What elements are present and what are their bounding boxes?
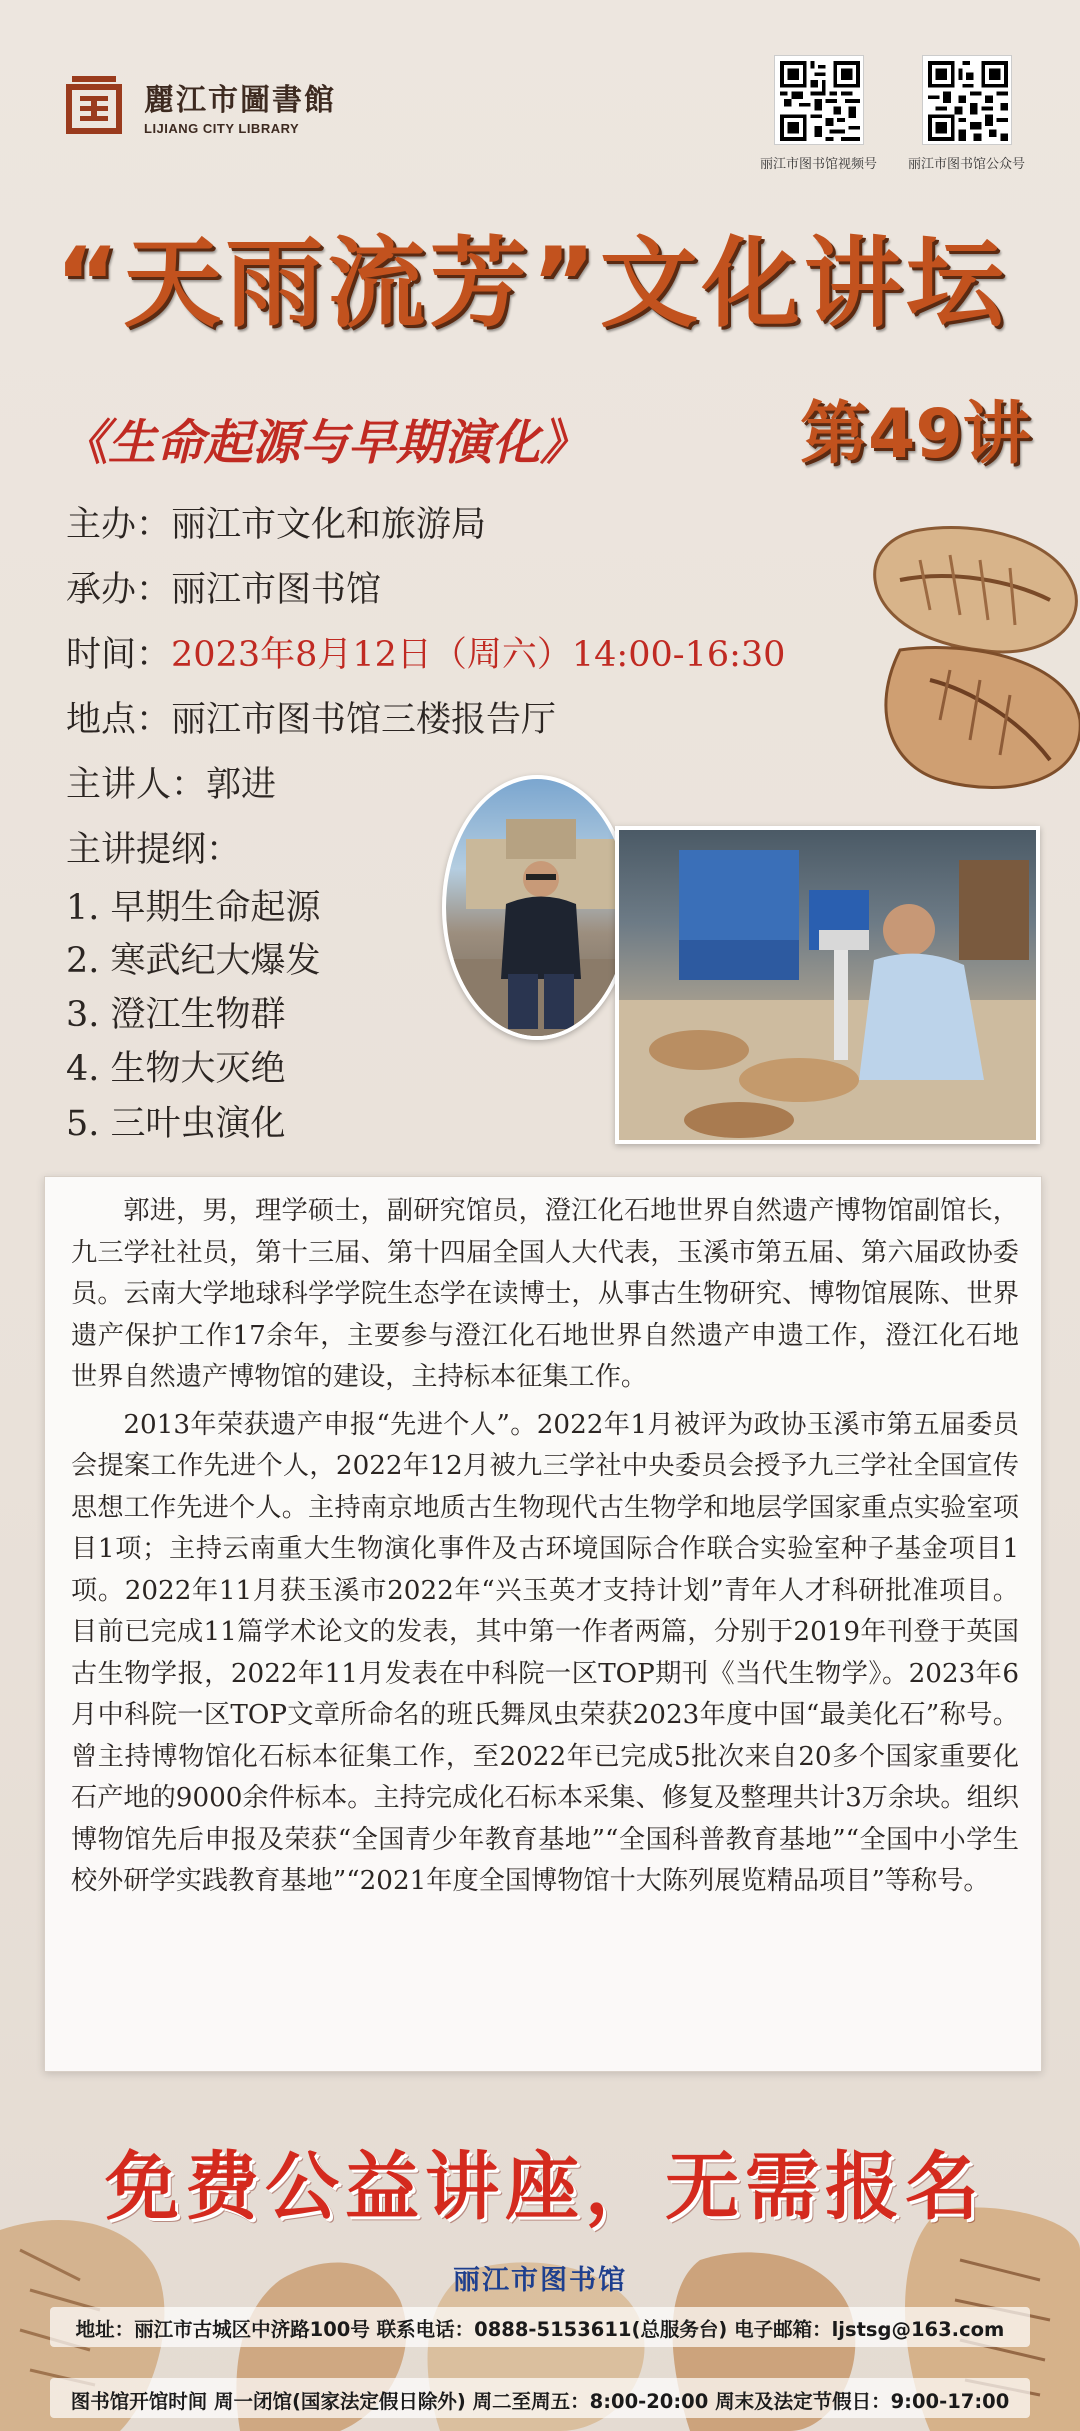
fossil-decoration-icon: [860, 520, 1080, 800]
time-line: [66, 627, 785, 677]
outline-item: 3. 澄江生物群: [66, 995, 286, 1035]
outline-title: 主讲提纲：: [66, 830, 242, 870]
lecture-number: 第49讲: [800, 395, 1031, 474]
bio-paragraph: 2013年荣获遗产申报“先进个人”。2022年1月被评为政协玉溪市第五届委员会提案工作先进个人，2022年12月被九三学社中央委员会授予九三学社全国宣传思想工作先进个人。主持南京地质古生物现代古生物学和地层学国家重点实验室项目1项；主持云南重大生物演化事件及古环境国际合作联合实验室种子基金项目1项。2022年11月获玉溪市2022年“兴玉英才支持计划”青年人才科研批准项目。目前已完成11篇学术论文的发表，其中第一作者两篇，分别于2019年刊登于英国古生物学报，2022年11月发表在中科院一区TOP期刊《当代生物学》。2023年6月中科院一区TOP文章所命名的班氏舞凤虫荣获2023年度中国“最美化石”称号。曾主持博物馆化石标本征集工作，至2022年已完成5批次来自20多个国家重要化石产地的9000余件标本。主持完成化石标本采集、修复及整理共计3万余块。组织博物馆先后申报及荣获“全国青少年教育基地”“全国科普教育基地”“全国中小学生校外研学实践教育基地”“2021年度全国博物馆十大陈列展览精品项目”等称号。: [71, 1409, 1019, 1896]
library-logo: [62, 74, 336, 136]
organizer-line: 承办：丽江市图书馆: [66, 570, 382, 610]
qr-video-channel: [760, 55, 877, 172]
speaker-line: 主讲人：郭进: [66, 765, 277, 805]
library-name-cn: 麗江市圖書館: [144, 82, 336, 118]
outline-item: 2. 寒武纪大爆发: [66, 941, 321, 981]
venue-line: 地点：丽江市图书馆三楼报告厅: [66, 700, 557, 740]
bio-paragraph: 郭进，男，理学硕士，副研究馆员，澄江化石地世界自然遗产博物馆副馆长，九三学社社员，第十三届、第十四届全国人大代表，玉溪市第五届、第六届政协委员。云南大学地球科学学院生态学在读博士，从事古生物研究、博物馆展陈、世界遗产保护工作17余年，主要参与澄江化石地世界自然遗产申遗工作，澄江化石地世界自然遗产博物馆的建设，主持标本征集工作。: [71, 1196, 1019, 1392]
library-name-en: LIJIANG CITY LIBRARY: [144, 120, 300, 136]
time-value: 2023年8月12日（周六）14:00-16:30: [171, 635, 786, 675]
speaker-bio: [44, 1176, 1042, 2072]
forum-title: “天雨流芳”文化讲坛: [55, 227, 1008, 341]
lecture-subtitle: 《生命起源与早期演化》: [60, 415, 589, 471]
qr-caption: 丽江市图书馆公众号: [908, 157, 1026, 172]
footer-hours: 图书馆开馆时间 周一闭馆(国家法定假日除外) 周二至周五：8:00-20:00 周末及法定节假日：9:00-17:00: [70, 2390, 1010, 2413]
speaker-portrait-photo: [442, 775, 632, 1040]
qr-official-account: [908, 55, 1025, 172]
outline-item: 5. 三叶虫演化: [66, 1104, 286, 1144]
free-lecture-slogan: 免费公益讲座，无需报名: [105, 2144, 985, 2230]
outline-item: 1. 早期生命起源: [66, 888, 321, 928]
qr-code-icon: [922, 55, 1012, 145]
time-label: 时间：: [66, 635, 172, 675]
speaker-lab-photo: [615, 826, 1040, 1144]
library-emblem-icon: [62, 74, 126, 136]
qr-caption: 丽江市图书馆视频号: [760, 157, 878, 172]
outline-item: 4. 生物大灭绝: [66, 1049, 286, 1089]
footer-address: 地址：丽江市古城区中济路100号 联系电话：0888-5153611(总服务台) 电子邮箱：ljstsg@163.com: [75, 2318, 1005, 2341]
host-line: 主办：丽江市文化和旅游局: [66, 505, 487, 545]
footer-library-name: 丽江市图书馆: [453, 2265, 627, 2296]
qr-code-icon: [774, 55, 864, 145]
